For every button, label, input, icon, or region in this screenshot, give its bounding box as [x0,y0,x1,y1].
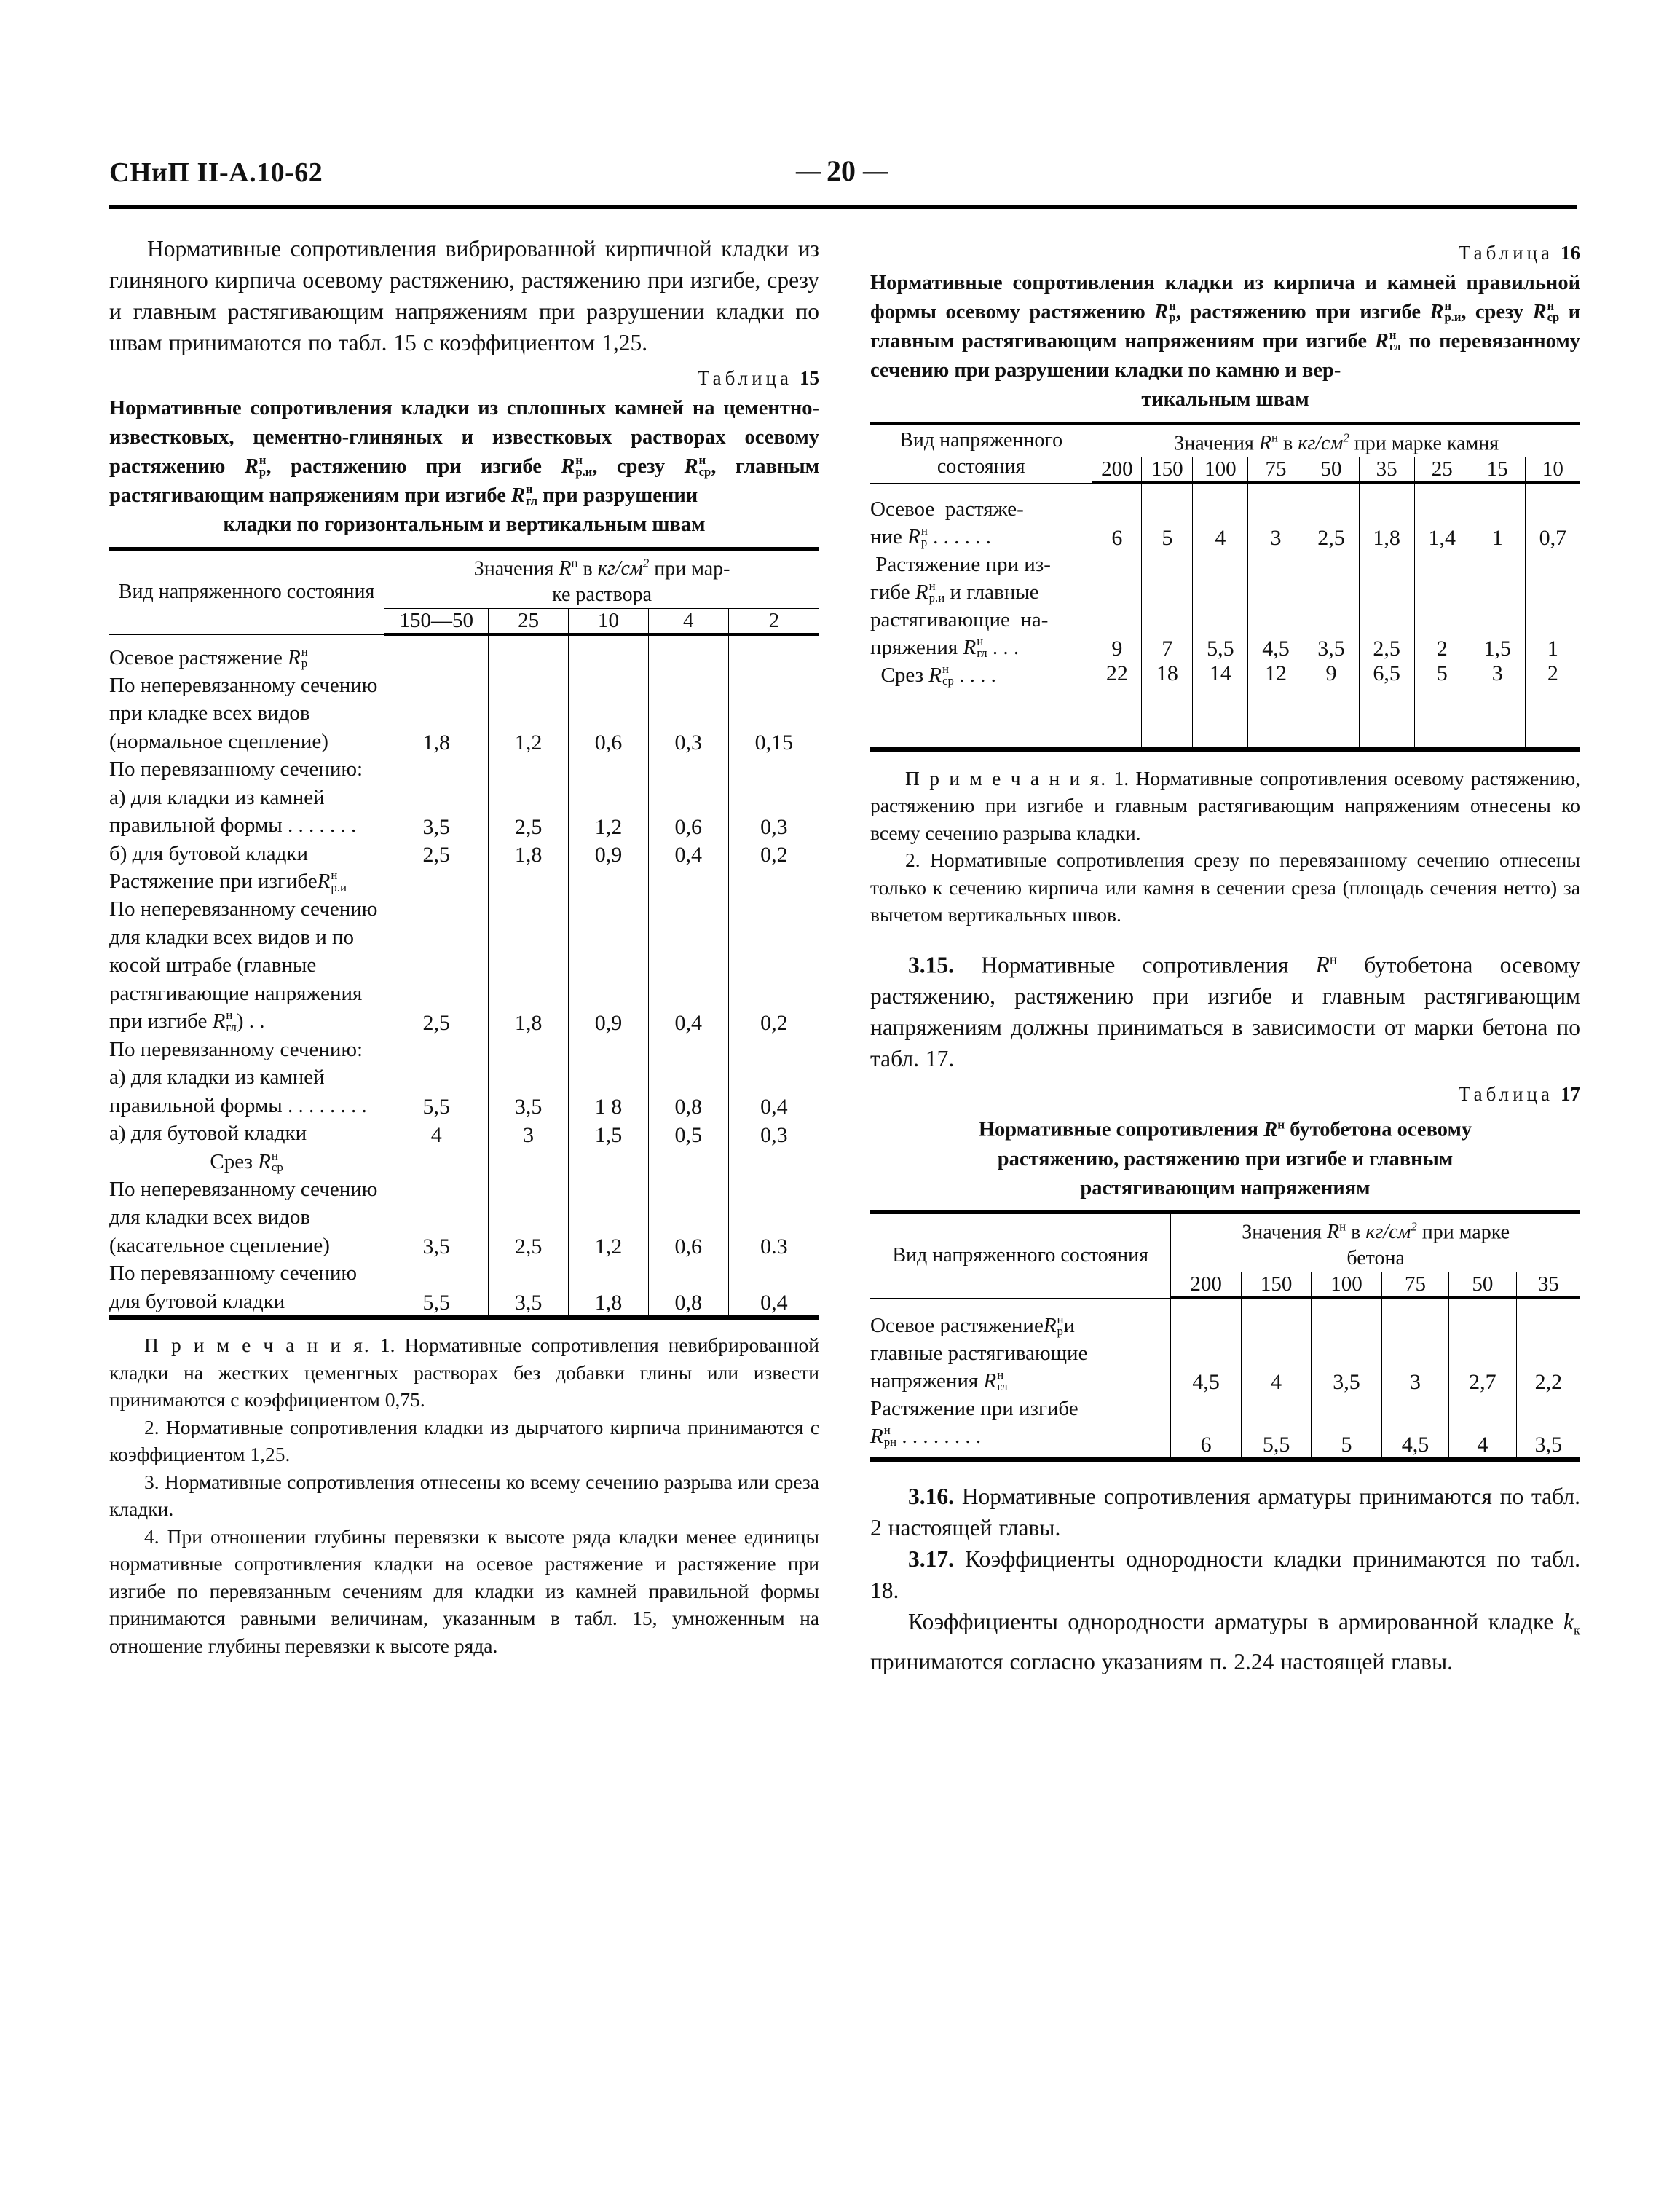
symbol-R-n: $R^н$ [1326,1219,1346,1244]
table-15-note-4: 4. При отношении глубины перевязки к высоте ряда кладки менее единицы нормативные сопротивления кладки на осевое растяжение и растяжение при изгибе по перевязанным сечениям для кладки из камней правильной формы принимаются равными величинам, указанным в табл. 15, умноженным на отношение глубины перевязки к высоте ряда. [109,1524,819,1657]
table-cell: 1,8 [489,895,569,1036]
table-cell: 2,5 [489,784,569,840]
table-cell: 3,5 [1304,551,1359,661]
table-row [109,895,819,1036]
table-15-row-8-label: а) для кладки из камней правильной формы . . . . . . . . [109,1063,384,1119]
table-cell [728,634,819,672]
units-kg-cm2: $кг/см^2$ [597,556,650,580]
table-row [109,1119,819,1148]
table-cell: 0.3 [728,1176,819,1260]
table-row [870,483,1580,551]
table-cell: 0,3 [728,784,819,840]
symbol-R-rn: R н рн [870,1422,897,1449]
symbol-R-gl: R н гл [511,482,537,508]
table-cell: 1,8 [489,840,569,868]
table-16-caption-part3: , срезу [1461,301,1524,323]
table-cell: 7 [1142,551,1193,661]
table-cell: 2 [1414,551,1470,661]
table-cell: 1,8 [569,1259,649,1316]
table-15-col-3: 4 [648,609,728,635]
paragraph-3-15-number: 3.15. [908,952,954,978]
table-cell: 0,4 [728,1259,819,1316]
symbol-R-ri: R н р.и [317,868,347,894]
table-cell: 3,5 [489,1063,569,1119]
table-15-caption-lastline: кладки по горизонтальным и вертикальным швам [223,513,706,536]
paragraph-3-15: 3.15. Нормативные сопротивления $R^н$ бутобетона осевому растяжению, растяжению при изгибе и главным растягивающим напряжениям должны приниматься в зависимости от марки бетона по табл. 17. [870,952,1581,1072]
table-row [109,1259,819,1316]
table-row [109,1176,819,1260]
table-15-number-label: Таблица [697,367,792,389]
table-16-col-1: 150 [1142,457,1193,484]
notes-title: П р и м е ч а н и я. [144,1334,371,1357]
table-17-col-4: 50 [1449,1272,1516,1299]
table-15-caption-part3: , срезу [592,455,666,478]
table-15-row-4-label: б) для бутовой кладки [109,840,384,868]
table-16-number-label: Таблица [1458,242,1553,264]
table-16-col-5: 35 [1359,457,1414,484]
table-17-number [870,1083,1580,1106]
table-row [109,755,819,784]
table-cell: 12 [1248,661,1304,748]
table-cell: 9 [1304,661,1359,748]
table-15-section-srez: Срез R н ср [109,1148,384,1176]
symbol-R-ri: R н р.и [915,578,945,605]
table-row [870,1298,1580,1395]
units-kg-cm2: $кг/см^2$ [1298,431,1349,455]
symbol-R-p: R н р [907,523,928,550]
table-cell: 0,9 [569,840,649,868]
table-cell: 0,6 [569,672,649,756]
table-17-caption-part1: Нормативные сопротивления [978,1118,1259,1141]
table-cell: 9 [1092,551,1142,661]
table-row [109,867,819,895]
table-cell: 5,5 [1241,1395,1311,1458]
table-cell: 18 [1142,661,1193,748]
table-cell: 0,2 [728,895,819,1036]
symbol-k-k: $k_к$ [1563,1608,1580,1638]
table-16-number [870,242,1580,264]
table-17-number-value: 17 [1561,1083,1580,1106]
table-cell: 1,5 [1470,551,1525,661]
symbol-R-gl: R н гл [1374,328,1401,354]
symbol-R-gl: R н гл [212,1008,237,1034]
table-cell: 0,9 [569,895,649,1036]
page-number: 20 [827,154,856,187]
document-code: СНиП II-А.10-62 [109,157,323,188]
table-cell: 0,15 [728,672,819,756]
table-15-row-2-label: По перевязанному сечению: [109,755,384,784]
table-cell: 0,8 [648,1063,728,1119]
table-cell: 1,2 [569,784,649,840]
table-cell: 3 [1381,1298,1448,1395]
table-16-col-8: 10 [1525,457,1580,484]
table-cell: 3 [1470,661,1525,748]
symbol-R-n: $R^н$ [559,556,578,580]
table-cell [489,755,569,784]
table-cell: 3 [489,1119,569,1148]
table-16-row-2-label: Срез R н ср . . . . [870,661,1092,748]
symbol-R-ri: R н р.и [561,453,593,479]
table-cell: 3,5 [489,1259,569,1316]
table-row [109,1036,819,1064]
paragraph-3-16-number: 3.16. [908,1483,954,1509]
table-cell: 4 [1241,1298,1311,1395]
table-17-col-5: 35 [1516,1272,1580,1299]
table-15-number [109,367,819,390]
notes-title: П р и м е ч а н и я. [905,766,1108,790]
symbol-R-p: R н р [244,453,267,479]
table-15-note-2: 2. Нормативные сопротивления кладки из дырчатого кирпича принимаются с коэффициентом 1,25. [109,1415,819,1466]
table-cell: 1,2 [489,672,569,756]
table-cell: 5 [1142,483,1193,551]
dash-left-icon: — [796,157,819,184]
table-cell [648,867,728,895]
left-column [109,233,819,1659]
table-cell [728,755,819,784]
table-cell [728,1036,819,1064]
table-cell: 2,7 [1449,1298,1516,1395]
table-cell: 4 [384,1119,489,1148]
table-17-number-label: Таблица [1458,1083,1553,1106]
table-cell: 1,5 [569,1119,649,1148]
table-cell: 3,5 [384,1176,489,1260]
symbol-R-p: R н р [288,644,308,671]
table-cell: 1,4 [1414,483,1470,551]
table-cell: 5 [1312,1395,1381,1458]
paragraph-3-17: 3.17. Коэффициенты однородности кладки принимаются по табл. 18. [870,1546,1580,1603]
table-cell [384,1036,489,1064]
table-cell: 4 [1193,483,1248,551]
table-cell: 2,5 [489,1176,569,1260]
table-15-header-row [109,551,819,609]
table-17-row-1-label: Растяжение при изгибе R н рн . . . . . . . . [870,1395,1171,1458]
table-16-col-3: 75 [1248,457,1304,484]
table-15-row-11-label: По неперевязанному сечению для кладки всех видов (касательное сцепление) [109,1176,384,1260]
table-15-header-type: Вид напряженного состояния [109,551,384,634]
table-15-header-values: Значения $R^н$ в $кг/см^2$ при мар- ке раствора [384,551,819,609]
table-15-caption-part1: Нормативные сопротивления кладки из сплошных камней на цементно-известковых, цементно-глиняных и известковых растворах осевому растяжению [109,397,819,478]
table-16-note-2: 2. Нормативные сопротивления срезу по перевязанному сечению отнесены только к сечению кирпича или камня в сечении среза (площадь сечения нетто) за вычетом вертикальных швов. [870,849,1580,926]
table-17-caption-part2: бутобетона осевому [1290,1118,1472,1141]
table-cell: 22 [1092,661,1142,748]
table-15-note-3: 3. Нормативные сопротивления отнесены ко всему сечению разрыва или среза кладки. [109,1470,819,1521]
paragraph-3-17-number: 3.17. [908,1546,954,1572]
table-17-header-values: Значения $R^н$ в $кг/см^2$ при марке бетона [1171,1214,1580,1272]
table-row [870,1395,1580,1458]
table-row [109,634,819,672]
symbol-R-p: R н р [1043,1312,1064,1338]
table-row [870,661,1580,748]
table-cell: 14 [1193,661,1248,748]
table-cell [648,634,728,672]
table-cell [569,1036,649,1064]
dash-right-icon: — [863,157,886,184]
table-cell: 2,5 [1359,551,1414,661]
table-16-note-1: П р и м е ч а н и я. 1. Нормативные сопротивления осевому растяжению, растяжению при изгибе и главным растягивающим напряжениям отнесены ко всему сечению разрыва кладки. [870,766,1580,844]
table-cell [569,634,649,672]
table-15-row-6-label: По неперевязанному сечению для кладки всех видов и по косой штрабе (главные растягивающие напряжения при изгибе R н гл ) . . [109,895,384,1036]
table-cell: 4,5 [1381,1395,1448,1458]
table-cell: 3,5 [1312,1298,1381,1395]
table-cell: 3,5 [384,784,489,840]
paragraph-3-16: 3.16. Нормативные сопротивления арматуры принимаются по табл. 2 настоящей главы. [870,1483,1580,1540]
table-cell: 1 [1525,551,1580,661]
table-cell [489,634,569,672]
table-15-number-value: 15 [800,367,819,389]
table-cell: 0,6 [648,1176,728,1260]
table-cell: 0,8 [648,1259,728,1316]
table-16-col-7: 15 [1470,457,1525,484]
table-16-caption-part1: Нормативные сопротивления кладки из кирпича и камней правильной формы осевому растяжению [870,272,1580,323]
table-cell: 2,2 [1516,1298,1580,1395]
table-16-header-values: Значения $R^н$ в $кг/см^2$ при марке камня [1092,425,1580,457]
table-17-caption-line3: растягивающим напряжениям [1080,1176,1371,1200]
table-cell: 2,5 [1304,483,1359,551]
table-cell [384,1148,489,1176]
table-cell: 2 [1525,661,1580,748]
table-cell: 5 [1414,661,1470,748]
table-cell [384,755,489,784]
table-cell: 1,8 [384,672,489,756]
table-15-caption-part5: при разрушении [543,484,698,507]
table-cell: 3,5 [1516,1395,1580,1458]
table-16-wrapper [870,422,1580,752]
table-15-row-9-label: а) для бутовой кладки [109,1119,384,1148]
symbol-R-n: $R^н$ [1263,1117,1285,1141]
table-cell: 0,5 [648,1119,728,1148]
table-15-wrapper [109,547,819,1320]
table-17-header-row [870,1214,1580,1272]
table-cell: 0,4 [728,1063,819,1119]
table-row [109,1148,819,1176]
table-cell: 2,5 [384,895,489,1036]
table-cell [489,1036,569,1064]
table-row [109,784,819,840]
units-kg-cm2: $кг/см^2$ [1365,1219,1417,1244]
table-cell: 6,5 [1359,661,1414,748]
table-row [109,1063,819,1119]
page-number-group [109,154,1573,188]
table-16-caption-part5: по перевязанному сечению при разрушении кладки по камню и вер- [870,330,1581,382]
table-cell: 5,5 [384,1259,489,1316]
table-cell: 1,2 [569,1176,649,1260]
symbol-R-gl: R н гл [963,634,987,661]
table-15-col-0: 150—50 [384,609,489,635]
table-cell: 0,4 [648,895,728,1036]
table-15-col-1: 25 [489,609,569,635]
header-rule [109,205,1577,209]
table-cell: 0,2 [728,840,819,868]
table-15-caption-part2: , растяжению при изгибе [266,455,542,478]
table-17-col-1: 150 [1241,1272,1311,1299]
table-cell [648,755,728,784]
table-row [870,551,1580,661]
table-cell: 4,5 [1248,551,1304,661]
table-15-caption [109,394,819,540]
symbol-R-ri: R н р.и [1429,299,1462,325]
table-cell: 4,5 [1171,1298,1241,1395]
table-cell [648,1148,728,1176]
table-15-row-1-label: По неперевязанному сечению при кладке всех видов (нормальное сцепление) [109,672,384,756]
table-17-wrapper [870,1210,1580,1462]
page-header [109,154,1573,208]
table-15-section-osevoe: Осевое растяжение R н р [109,634,384,672]
table-17-caption-line2: растяжению, растяжению при изгибе и главным [997,1147,1454,1170]
table-17-header-type: Вид напряженного состояния [870,1214,1171,1298]
table-cell [648,1036,728,1064]
table-cell [384,867,489,895]
table-cell: 0,7 [1525,483,1580,551]
table-cell: 0,6 [648,784,728,840]
table-cell: 5,5 [1193,551,1248,661]
intro-paragraph: Нормативные сопротивления вибрированной кирпичной кладки из глиняного кирпича осевому растяжению, растяжению при изгибе, срезу и главным растягивающим напряжениям при разрушении кладки по швам принимаются по табл. 15 с коэффициентом 1,25. [109,236,819,355]
table-16-header-type: Вид напряженного состояния [870,425,1092,483]
symbol-R-sr: R н ср [684,453,711,479]
table-16-header-row [870,425,1580,457]
table-cell: 6 [1092,483,1142,551]
table-cell: 6 [1171,1395,1241,1458]
table-15-caption-part4: , главным растягивающим напряжениям при изгибе [109,455,820,507]
table-16-col-4: 50 [1304,457,1359,484]
table-15-note-1: П р и м е ч а н и я. 1. Нормативные сопротивления невибрированной кладки на жестких цеменгных растворах без добавки глины или извести принимаются с коэффициентом 0,75. [109,1334,819,1412]
table-cell [728,867,819,895]
paragraph-final: Коэффициенты однородности арматуры в армированной кладке $k_к$ принимаются согласно указаниям п. 2.24 настоящей главы. [870,1608,1580,1674]
symbol-R-n: $R^н$ [1315,952,1337,978]
table-cell [569,1148,649,1176]
table-row [109,840,819,868]
table-16-number-value: 16 [1561,242,1580,264]
table-17-col-3: 75 [1381,1272,1448,1299]
table-cell: 4 [1449,1395,1516,1458]
table-17-row-0-label: Осевое растяжениеR н р и главные растягивающие напряжения R н гл [870,1298,1171,1395]
table-15-row-3-label: а) для кладки из камней правильной формы . . . . . . . [109,784,384,840]
table-15-col-2: 10 [569,609,649,635]
table-16-col-2: 100 [1193,457,1248,484]
symbol-R-n: $R^н$ [1258,431,1278,455]
table-16-row-0-label: Осевое растяже- ние R н р . . . . . . [870,483,1092,551]
symbol-R-p: R н р [1154,299,1176,325]
table-16-col-0: 200 [1092,457,1142,484]
table-15-section-rastyazhenie: Растяжение при изгибеR н р.и [109,867,384,895]
table-16-row-1-label: Растяжение при из- гибе R н р.и и главные растягивающие на- пряжения R н гл . . . [870,551,1092,661]
table-cell: 5,5 [384,1063,489,1119]
table-cell [384,634,489,672]
table-16-col-6: 25 [1414,457,1470,484]
table-16-caption-part2: , растяжению при изгибе [1175,301,1421,323]
table-cell: 2,5 [384,840,489,868]
table-cell: 1 [1470,483,1525,551]
symbol-R-gl: R н гл [983,1367,1008,1393]
table-cell: 0,3 [728,1119,819,1148]
table-16-caption [870,269,1580,414]
symbol-R-sr: R н ср [1532,299,1560,325]
symbol-R-sr: R н ср [258,1148,283,1175]
symbol-R-sr: R н ср [928,661,954,688]
table-16-caption-lastline: тикальным швам [1141,388,1309,411]
table-cell [489,867,569,895]
right-column [870,233,1580,1677]
table-15-col-4: 2 [728,609,819,635]
table-17-caption [870,1110,1580,1203]
table-cell: 3 [1248,483,1304,551]
table-17-col-0: 200 [1171,1272,1241,1299]
table-17 [870,1214,1580,1458]
table-17-col-2: 100 [1312,1272,1381,1299]
table-cell [569,755,649,784]
table-row [109,672,819,756]
table-15-row-12-label: По перевязанному сечению для бутовой кладки [109,1259,384,1316]
table-cell: 1 8 [569,1063,649,1119]
table-cell [728,1148,819,1176]
table-15 [109,551,819,1316]
table-cell [569,867,649,895]
table-16-caption-part4: и главным растягивающим напряжениям при изгибе [870,301,1581,353]
table-cell: 1,8 [1359,483,1414,551]
table-cell: 0,4 [648,840,728,868]
table-16 [870,425,1580,748]
table-15-row-7-label: По перевязанному сечению: [109,1036,384,1064]
table-cell [489,1148,569,1176]
table-cell: 0,3 [648,672,728,756]
